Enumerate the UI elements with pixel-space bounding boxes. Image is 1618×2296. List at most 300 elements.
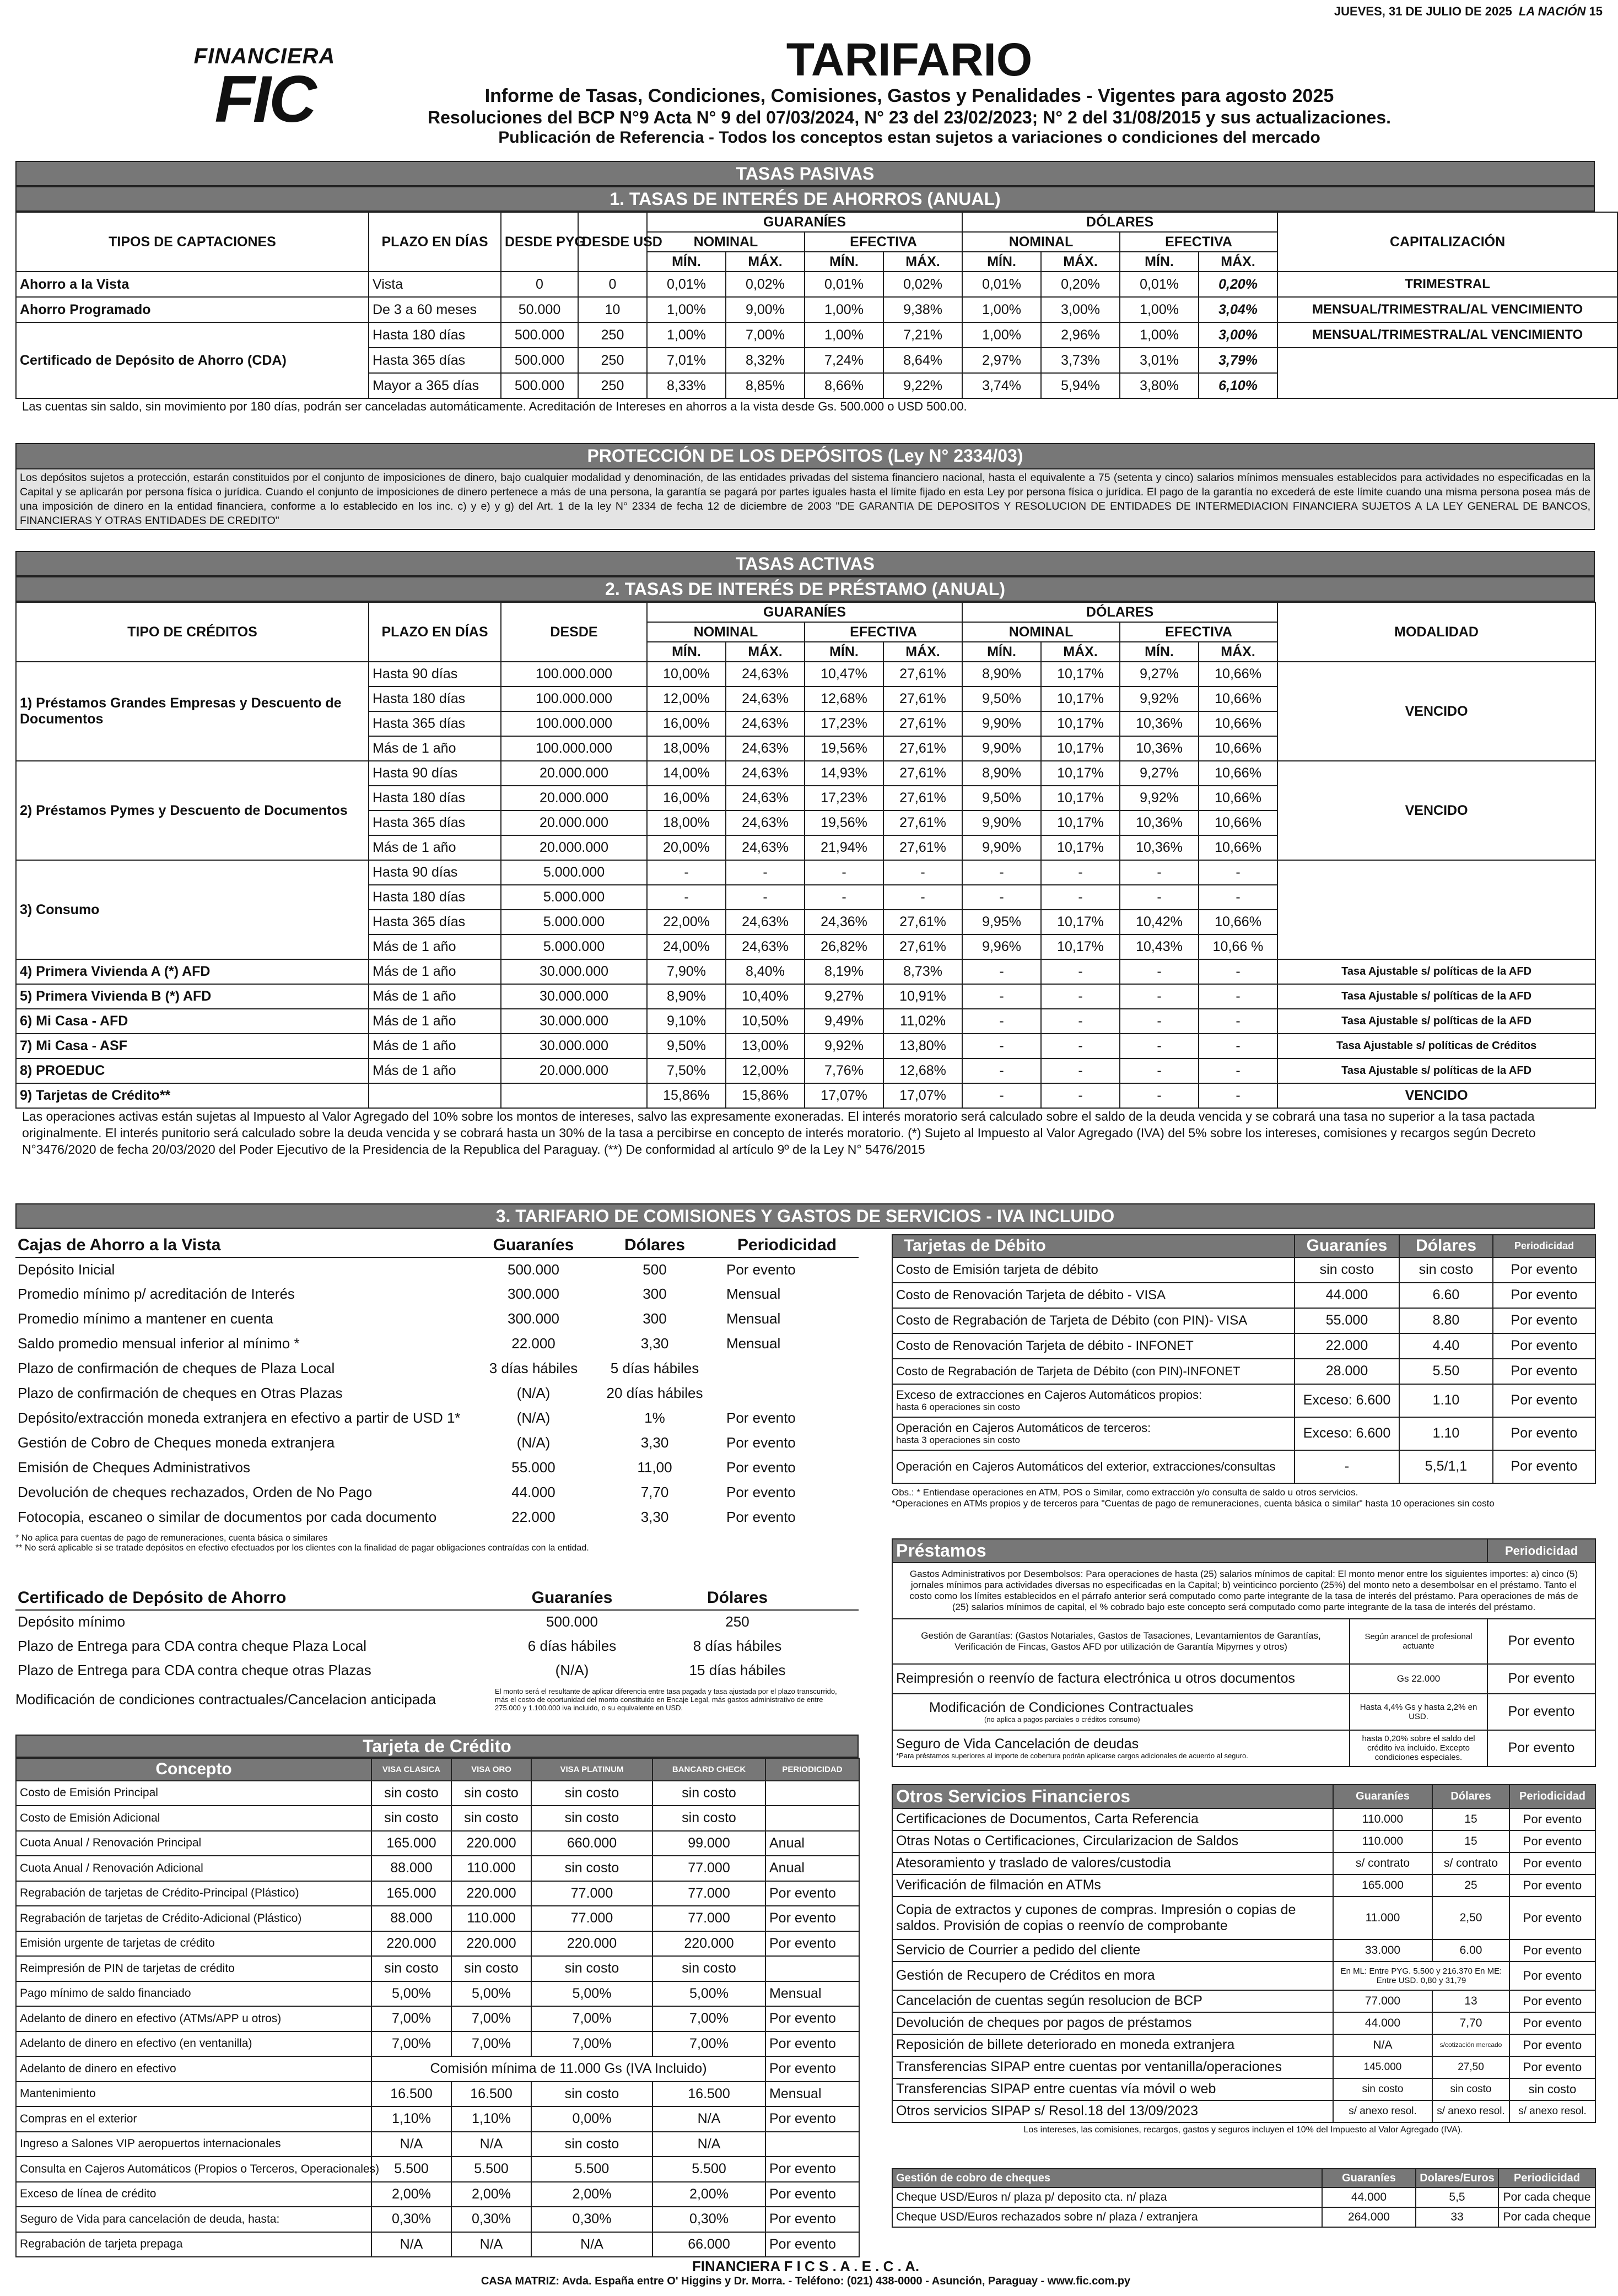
cell: - — [1199, 1034, 1277, 1058]
table-row — [16, 1806, 859, 1831]
cell: Adelanto de dinero en efectivo (en ventanilla) — [16, 2032, 371, 2057]
cell: 7,90% — [647, 959, 726, 984]
logo-line1: FINANCIERA — [193, 44, 336, 68]
otros-section — [892, 1784, 1595, 2135]
cell: 5,00% — [531, 1981, 652, 2007]
cell: 27,61% — [883, 711, 962, 736]
subtitle-3: Publicación de Referencia - Todos los conceptos estan sujetos a variaciones o condiciones del mercado — [498, 128, 1320, 147]
cell: Ahorro Programado — [16, 297, 369, 322]
tc-h-clasica: VISA CLASICA — [371, 1758, 451, 1781]
cell: Pago mínimo de saldo financiado — [16, 1981, 371, 2007]
cell: 3,79% — [1199, 348, 1277, 373]
h-max: MÁX. — [726, 252, 805, 272]
otros-h-usd: Dólares — [1432, 1785, 1509, 1808]
cell: Más de 1 año — [369, 835, 501, 860]
cell: 20.000.000 — [501, 811, 647, 835]
cell: 44.000 — [511, 1484, 555, 1501]
cell: - — [1041, 1034, 1120, 1058]
cell: 2) Préstamos Pymes y Descuento de Documentos — [16, 761, 369, 860]
table-row — [15, 1634, 859, 1658]
cell: 5,94% — [1041, 373, 1120, 398]
cell: Por evento — [1493, 1283, 1595, 1308]
table-row — [892, 1897, 1595, 1940]
h-efe: EFECTIVA — [805, 232, 962, 252]
cda-title: Certificado de Depósito de Ahorro — [18, 1589, 287, 1607]
cell: 7,00% — [652, 2006, 765, 2032]
cell: sin costo — [531, 2082, 652, 2107]
table-row — [16, 2157, 859, 2182]
cell: - — [1120, 885, 1199, 910]
cell: 15 — [1432, 1808, 1509, 1830]
row-label: Exceso de extracciones en Cajeros Automáticos propios: — [896, 1388, 1202, 1402]
cell: 9,92% — [1120, 687, 1199, 711]
cell: 24,63% — [726, 687, 805, 711]
cell: Por evento — [726, 1261, 796, 1278]
table-row — [15, 1481, 859, 1505]
h-plazo: PLAZO EN DÍAS — [369, 602, 501, 662]
cajas-h-per: Periodicidad — [737, 1236, 837, 1254]
cell: 10,17% — [1041, 687, 1120, 711]
cell: 1,00% — [805, 297, 883, 322]
cell: 100.000.000 — [501, 662, 647, 687]
cell: 10,17% — [1041, 786, 1120, 811]
cell: sin costo — [652, 1806, 765, 1831]
cajas-note-2: ** No será aplicable si se tratade depósitos en efectivo efectuados por los clientes con la finalidad de pagar obligaciones contraídas con la entidad. — [15, 1543, 589, 1553]
cell: 0,30% — [371, 2207, 451, 2232]
cell: 7,00% — [726, 322, 805, 348]
table-row — [16, 1881, 859, 1906]
row-label: Modificación de Condiciones Contractuales — [929, 1699, 1194, 1715]
cajas-title: Cajas de Ahorro a la Vista — [18, 1236, 221, 1254]
cell: sin costo — [531, 1806, 652, 1831]
cell: 77.000 — [531, 1906, 652, 1931]
cell: 3,04% — [1199, 297, 1277, 322]
cell: - — [1199, 860, 1277, 885]
cell: Cuota Anual / Renovación Principal — [16, 1831, 371, 1856]
cell: 6,10% — [1199, 373, 1277, 398]
cell — [892, 1730, 1350, 1766]
cell: 220.000 — [531, 1931, 652, 1957]
cell: 77.000 — [652, 1856, 765, 1881]
tc-h-concepto: Concepto — [16, 1758, 371, 1781]
cell — [369, 1083, 501, 1108]
table-row — [892, 1808, 1595, 1830]
cell: Ingreso a Salones VIP aeropuertos internacionales — [16, 2132, 371, 2157]
cajas-h-gs: Guaraníes — [493, 1236, 574, 1254]
cell — [892, 1694, 1350, 1730]
cell — [501, 1083, 647, 1108]
cell: 44.000 — [1295, 1283, 1399, 1308]
title-block — [413, 34, 1405, 148]
cell: 5.000.000 — [501, 910, 647, 934]
table-row — [892, 1308, 1595, 1333]
cell: 1.10 — [1399, 1384, 1493, 1417]
cell: Por evento — [765, 2207, 859, 2232]
cell — [892, 1664, 1350, 1694]
cell: - — [1041, 984, 1120, 1009]
cell: - — [1120, 984, 1199, 1009]
cell: Cheque USD/Euros n/ plaza p/ deposito cta. n/ plaza — [892, 2187, 1322, 2207]
page-title: TARIFARIO — [786, 34, 1033, 85]
h-min: MÍN. — [962, 642, 1041, 662]
h-min: MÍN. — [1120, 252, 1199, 272]
cell: Certificado de Depósito de Ahorro (CDA) — [16, 322, 369, 398]
cobro-table — [892, 2168, 1596, 2228]
cell: 9,92% — [1120, 786, 1199, 811]
cell: Por evento — [1509, 1874, 1595, 1897]
table-row — [15, 1456, 859, 1481]
cell: Adelanto de dinero en efectivo — [16, 2056, 371, 2082]
table-row — [16, 1906, 859, 1931]
cell: Fotocopia, escaneo o similar de documentos por cada documento — [18, 1509, 437, 1526]
cell: 2,50 — [1432, 1897, 1509, 1940]
table-row — [892, 2034, 1595, 2056]
tc-h-platinum: VISA PLATINUM — [531, 1758, 652, 1781]
cell: 165.000 — [371, 1881, 451, 1906]
cell: Por evento — [765, 2056, 859, 2082]
cell: sin costo — [371, 1956, 451, 1981]
cell: Exceso: 6.600 — [1295, 1417, 1399, 1450]
cell: MENSUAL/TRIMESTRAL/AL VENCIMIENTO — [1277, 322, 1617, 348]
cell: 9,90% — [962, 835, 1041, 860]
table-row — [16, 1058, 1595, 1083]
cell: 8,73% — [883, 959, 962, 984]
cell: - — [805, 885, 883, 910]
cell: 5,00% — [451, 1981, 531, 2007]
cell: 7,00% — [371, 2032, 451, 2057]
table-row — [892, 2207, 1595, 2227]
cell: - — [1120, 860, 1199, 885]
cell: Por evento — [765, 2032, 859, 2057]
cell: VENCIDO — [1277, 662, 1595, 761]
cell: N/A — [371, 2132, 451, 2157]
cell: Hasta 365 días — [369, 910, 501, 934]
table-row — [15, 1332, 859, 1357]
cell: 88.000 — [371, 1906, 451, 1931]
cell: Cancelación de cuentas según resolucion de BCP — [892, 1990, 1333, 2012]
cell: Por evento — [765, 2006, 859, 2032]
cell: 9,38% — [883, 297, 962, 322]
cell: 100.000.000 — [501, 736, 647, 761]
cell: Depósito mínimo — [18, 1613, 126, 1630]
cell: sin costo — [1432, 2078, 1509, 2100]
cell: sin costo — [652, 1956, 765, 1981]
cell: 7,00% — [531, 2006, 652, 2032]
cell: 10,43% — [1120, 934, 1199, 959]
cell: - — [1199, 984, 1277, 1009]
cell: Por evento — [765, 2106, 859, 2132]
cell: sin costo — [531, 2132, 652, 2157]
table-row — [16, 2056, 859, 2082]
cell: Gestión de Recupero de Créditos en mora — [892, 1962, 1333, 1990]
pasivas-table — [15, 212, 1618, 399]
cell: 7,70 — [640, 1484, 669, 1501]
cell: 27,61% — [883, 687, 962, 711]
cell: 27,61% — [883, 811, 962, 835]
cell: Hasta 90 días — [369, 761, 501, 786]
cell: 110.000 — [1333, 1830, 1432, 1852]
cell: 8,90% — [962, 662, 1041, 687]
cell: - — [883, 885, 962, 910]
h-usd: DESDE USD — [578, 212, 647, 272]
cell: Compras en el exterior — [16, 2106, 371, 2132]
table-row — [892, 1852, 1595, 1874]
cell: Por evento — [1509, 2034, 1595, 2056]
cell: 17,23% — [805, 786, 883, 811]
cell: Saldo promedio mensual inferior al mínimo * — [18, 1335, 300, 1352]
cell: 2,00% — [371, 2182, 451, 2207]
cell: 8.80 — [1399, 1308, 1493, 1333]
cell — [820, 1634, 859, 1658]
cell: 300 — [643, 1310, 667, 1327]
otros-note: Los intereses, las comisiones, recargos, gastos y seguros incluyen el 10% del Impuesto al Valor Agregado (IVA). — [1023, 2125, 1463, 2135]
cell: 300 — [643, 1285, 667, 1303]
cell: 27,61% — [883, 910, 962, 934]
cell: 0,30% — [451, 2207, 531, 2232]
h-plazo: PLAZO EN DÍAS — [369, 212, 501, 272]
cell: 7,00% — [371, 2006, 451, 2032]
cell: Por evento — [1487, 1619, 1595, 1664]
cell: Por evento — [765, 1931, 859, 1957]
cell: Por evento — [1493, 1417, 1595, 1450]
cell: 8,66% — [805, 373, 883, 398]
cell — [715, 1381, 859, 1406]
cell: sin costo — [451, 1956, 531, 1981]
cell: 4.40 — [1399, 1333, 1493, 1359]
cell — [765, 1956, 859, 1981]
cell: 12,00% — [647, 687, 726, 711]
cell: 5,00% — [652, 1981, 765, 2007]
cell: 0,01% — [805, 272, 883, 297]
cell: 1,00% — [1120, 297, 1199, 322]
cell: N/A — [451, 2232, 531, 2257]
cell: 11.000 — [1333, 1897, 1432, 1940]
h-efe: EFECTIVA — [1120, 622, 1277, 642]
cell: - — [726, 860, 805, 885]
cell: 500.000 — [501, 322, 578, 348]
cell: 7,00% — [652, 2032, 765, 2057]
cell: 6) Mi Casa - AFD — [16, 1009, 369, 1034]
cell: 660.000 — [531, 1831, 652, 1856]
cell: 3,30 — [640, 1434, 669, 1451]
cell: Más de 1 año — [369, 736, 501, 761]
cell: 10,91% — [883, 984, 962, 1009]
cell — [1277, 348, 1617, 398]
table-row — [16, 1083, 1595, 1108]
cell: Mensual — [726, 1335, 781, 1352]
tc-section — [15, 1735, 859, 2257]
cell: - — [1041, 885, 1120, 910]
cell: Otras Notas o Certificaciones, Circularizacion de Saldos — [892, 1830, 1333, 1852]
activas-table — [15, 602, 1596, 1109]
table-row — [892, 2012, 1595, 2034]
cell: 300.000 — [508, 1285, 559, 1303]
cell: 27,50 — [1432, 2056, 1509, 2078]
cell: - — [1199, 1083, 1277, 1108]
cell: Anual — [765, 1856, 859, 1881]
cell: s/ anexo resol. — [1333, 2100, 1432, 2122]
table-row — [16, 2182, 859, 2207]
row-label: Operación en Cajeros Automáticos de terceros: — [896, 1421, 1151, 1435]
table-row — [16, 2132, 859, 2157]
cell: 15 — [1432, 1830, 1509, 1852]
cell: 1,00% — [962, 297, 1041, 322]
cell: 110.000 — [451, 1906, 531, 1931]
cell: N/A — [531, 2232, 652, 2257]
cell: 165.000 — [371, 1831, 451, 1856]
cell: Plazo de confirmación de cheques en Otras Plazas — [18, 1385, 343, 1402]
masthead-date: JUEVES, 31 DE JULIO DE 2025 — [1334, 4, 1512, 18]
cda-mod-note: El monto será el resultante de aplicar diferencia entre tasa pagada y tasa ajustada por el plazo transcurrido, más el costo de oportunidad del monto constituido en Encaje Legal, más gastos administrativo de entre 275.000 y 1.100.000 iva incluido, o su equivalente en USD. — [495, 1687, 837, 1712]
table-row — [16, 1831, 859, 1856]
cell: 16,00% — [647, 786, 726, 811]
cell: 22.000 — [511, 1509, 555, 1526]
cell: 19,56% — [805, 811, 883, 835]
subtitle-2: Resoluciones del BCP N°9 Acta N° 9 del 07/03/2024, N° 23 del 23/02/2023; N° 2 del 31/08/2015 y sus actualizaciones. — [427, 107, 1392, 127]
cell: 21,94% — [805, 835, 883, 860]
cell: 27,61% — [883, 835, 962, 860]
cell: 5.000.000 — [501, 934, 647, 959]
cell: Por evento — [765, 1881, 859, 1906]
cell: 27,61% — [883, 934, 962, 959]
pasivas-band2: 1. TASAS DE INTERÉS DE AHORROS (ANUAL) — [15, 186, 1595, 212]
cell — [892, 1384, 1295, 1417]
cell: - — [1120, 1058, 1199, 1083]
cell: - — [1199, 885, 1277, 910]
cell: 10,00% — [647, 662, 726, 687]
cell: 1,00% — [805, 322, 883, 348]
cell: 10,42% — [1120, 910, 1199, 934]
cell: Comisión mínima de 11.000 Gs (IVA Incluido) — [371, 2056, 765, 2082]
cell: Gestión de Cobro de Cheques moneda extranjera — [18, 1434, 335, 1451]
h-pyg: DESDE PYG — [501, 212, 578, 272]
cell: 20 días hábiles — [606, 1385, 703, 1402]
table-row — [15, 1505, 859, 1530]
cell: N/A — [1333, 2034, 1432, 2056]
cda-section — [15, 1587, 859, 1712]
prest-section — [892, 1538, 1595, 1767]
cajas-h-usd: Dólares — [624, 1236, 686, 1254]
cell: sin costo — [371, 1806, 451, 1831]
cell: 7,00% — [451, 2032, 531, 2057]
table-row — [892, 1283, 1595, 1308]
cell: 500.000 — [546, 1613, 598, 1630]
cell: 9,95% — [962, 910, 1041, 934]
cell: 27,61% — [883, 786, 962, 811]
cell: Consulta en Cajeros Automáticos (Propios o Terceros, Operacionales) — [16, 2157, 371, 2182]
cell: sin costo — [531, 1856, 652, 1881]
cell: - — [1120, 1009, 1199, 1034]
table-row — [16, 2207, 859, 2232]
cell: Más de 1 año — [369, 1009, 501, 1034]
cell: - — [726, 885, 805, 910]
cell: 2,00% — [531, 2182, 652, 2207]
h-min: MÍN. — [805, 642, 883, 662]
table-row — [16, 662, 1595, 687]
cell: Por evento — [1493, 1384, 1595, 1417]
table-row — [892, 1874, 1595, 1897]
cell: Por evento — [1509, 1962, 1595, 1990]
footer — [0, 2258, 1611, 2288]
cell: 12,68% — [805, 687, 883, 711]
cell: 0,30% — [531, 2207, 652, 2232]
table-row — [892, 2078, 1595, 2100]
cell: Depósito/extracción moneda extranjera en efectivo a partir de USD 1* — [18, 1409, 461, 1427]
h-max: MÁX. — [1199, 252, 1277, 272]
cell: hasta 0,20% sobre el saldo del crédito iva incluido. Excepto condiciones especiales. — [1350, 1730, 1487, 1766]
cell: 9,50% — [962, 786, 1041, 811]
cell: 7,24% — [805, 348, 883, 373]
sub-note: *Para préstamos superiores al importe de cobertura podrán aplicarse cargos adicionales de acuerdo al seguro. — [896, 1751, 1248, 1760]
cell: 77.000 — [652, 1881, 765, 1906]
cell: 250 — [578, 373, 647, 398]
cell: Gs 22.000 — [1350, 1664, 1487, 1694]
cell: Por evento — [1509, 1940, 1595, 1962]
cell: 13,80% — [883, 1034, 962, 1058]
cell: 10,36% — [1120, 711, 1199, 736]
row-label: Gestión de Garantías: (Gastos Notariales, Gastos de Tasaciones, Levantamientos de Garantías, Verificación de Fincas, Gastos AFD por utilización de Garantía Mipymes y otros) — [921, 1630, 1321, 1652]
cell: 9,22% — [883, 373, 962, 398]
cell: Por evento — [1509, 1897, 1595, 1940]
tc-h-check: BANCARD CHECK — [652, 1758, 765, 1781]
cell: 9,92% — [805, 1034, 883, 1058]
h-mod: MODALIDAD — [1277, 602, 1595, 662]
cell: s/ anexo resol. — [1432, 2100, 1509, 2122]
cell: 3,00% — [1041, 297, 1120, 322]
cell: Hasta 180 días — [369, 687, 501, 711]
cell: Mensual — [726, 1310, 781, 1327]
cell: 9,49% — [805, 1009, 883, 1034]
cell: s/ anexo resol. — [1509, 2100, 1595, 2122]
otros-h-gs: Guaraníes — [1333, 1785, 1432, 1808]
cell: - — [1199, 959, 1277, 984]
h-min: MÍN. — [647, 642, 726, 662]
cell: 10,17% — [1041, 761, 1120, 786]
cell: - — [1120, 959, 1199, 984]
cell: 4) Primera Vivienda A (*) AFD — [16, 959, 369, 984]
cell: Hasta 90 días — [369, 662, 501, 687]
td-section — [892, 1234, 1595, 1509]
cell: 3) Consumo — [16, 860, 369, 959]
table-row — [16, 2082, 859, 2107]
table-row — [16, 1981, 859, 2007]
cell: 88.000 — [371, 1856, 451, 1881]
cell: 30.000.000 — [501, 984, 647, 1009]
cell: 20.000.000 — [501, 786, 647, 811]
cda-mod: Modificación de condiciones contractuales/Cancelacion anticipada — [15, 1690, 436, 1708]
table-row — [892, 1359, 1595, 1384]
cell: 24,63% — [726, 786, 805, 811]
table-row — [892, 1664, 1595, 1694]
h-nom: NOMINAL — [647, 622, 805, 642]
cell: 22.000 — [1295, 1333, 1399, 1359]
cell: 10,40% — [726, 984, 805, 1009]
table-row — [16, 2106, 859, 2132]
row-label: Seguro de Vida Cancelación de deudas — [896, 1736, 1139, 1752]
cell: 15,86% — [726, 1083, 805, 1108]
cell: 18,00% — [647, 736, 726, 761]
cell: Más de 1 año — [369, 959, 501, 984]
table-row — [892, 1990, 1595, 2012]
cell — [765, 1781, 859, 1806]
cell: Por evento — [1487, 1730, 1595, 1766]
otros-h-per: Periodicidad — [1509, 1785, 1595, 1808]
cell: Plazo de confirmación de cheques de Plaza Local — [18, 1360, 335, 1377]
cell: Por evento — [1487, 1664, 1595, 1694]
cell: Tasa Ajustable s/ políticas de Créditos — [1277, 1034, 1595, 1058]
h-cap: CAPITALIZACIÓN — [1277, 212, 1617, 272]
cda-h-usd: Dólares — [706, 1589, 768, 1607]
